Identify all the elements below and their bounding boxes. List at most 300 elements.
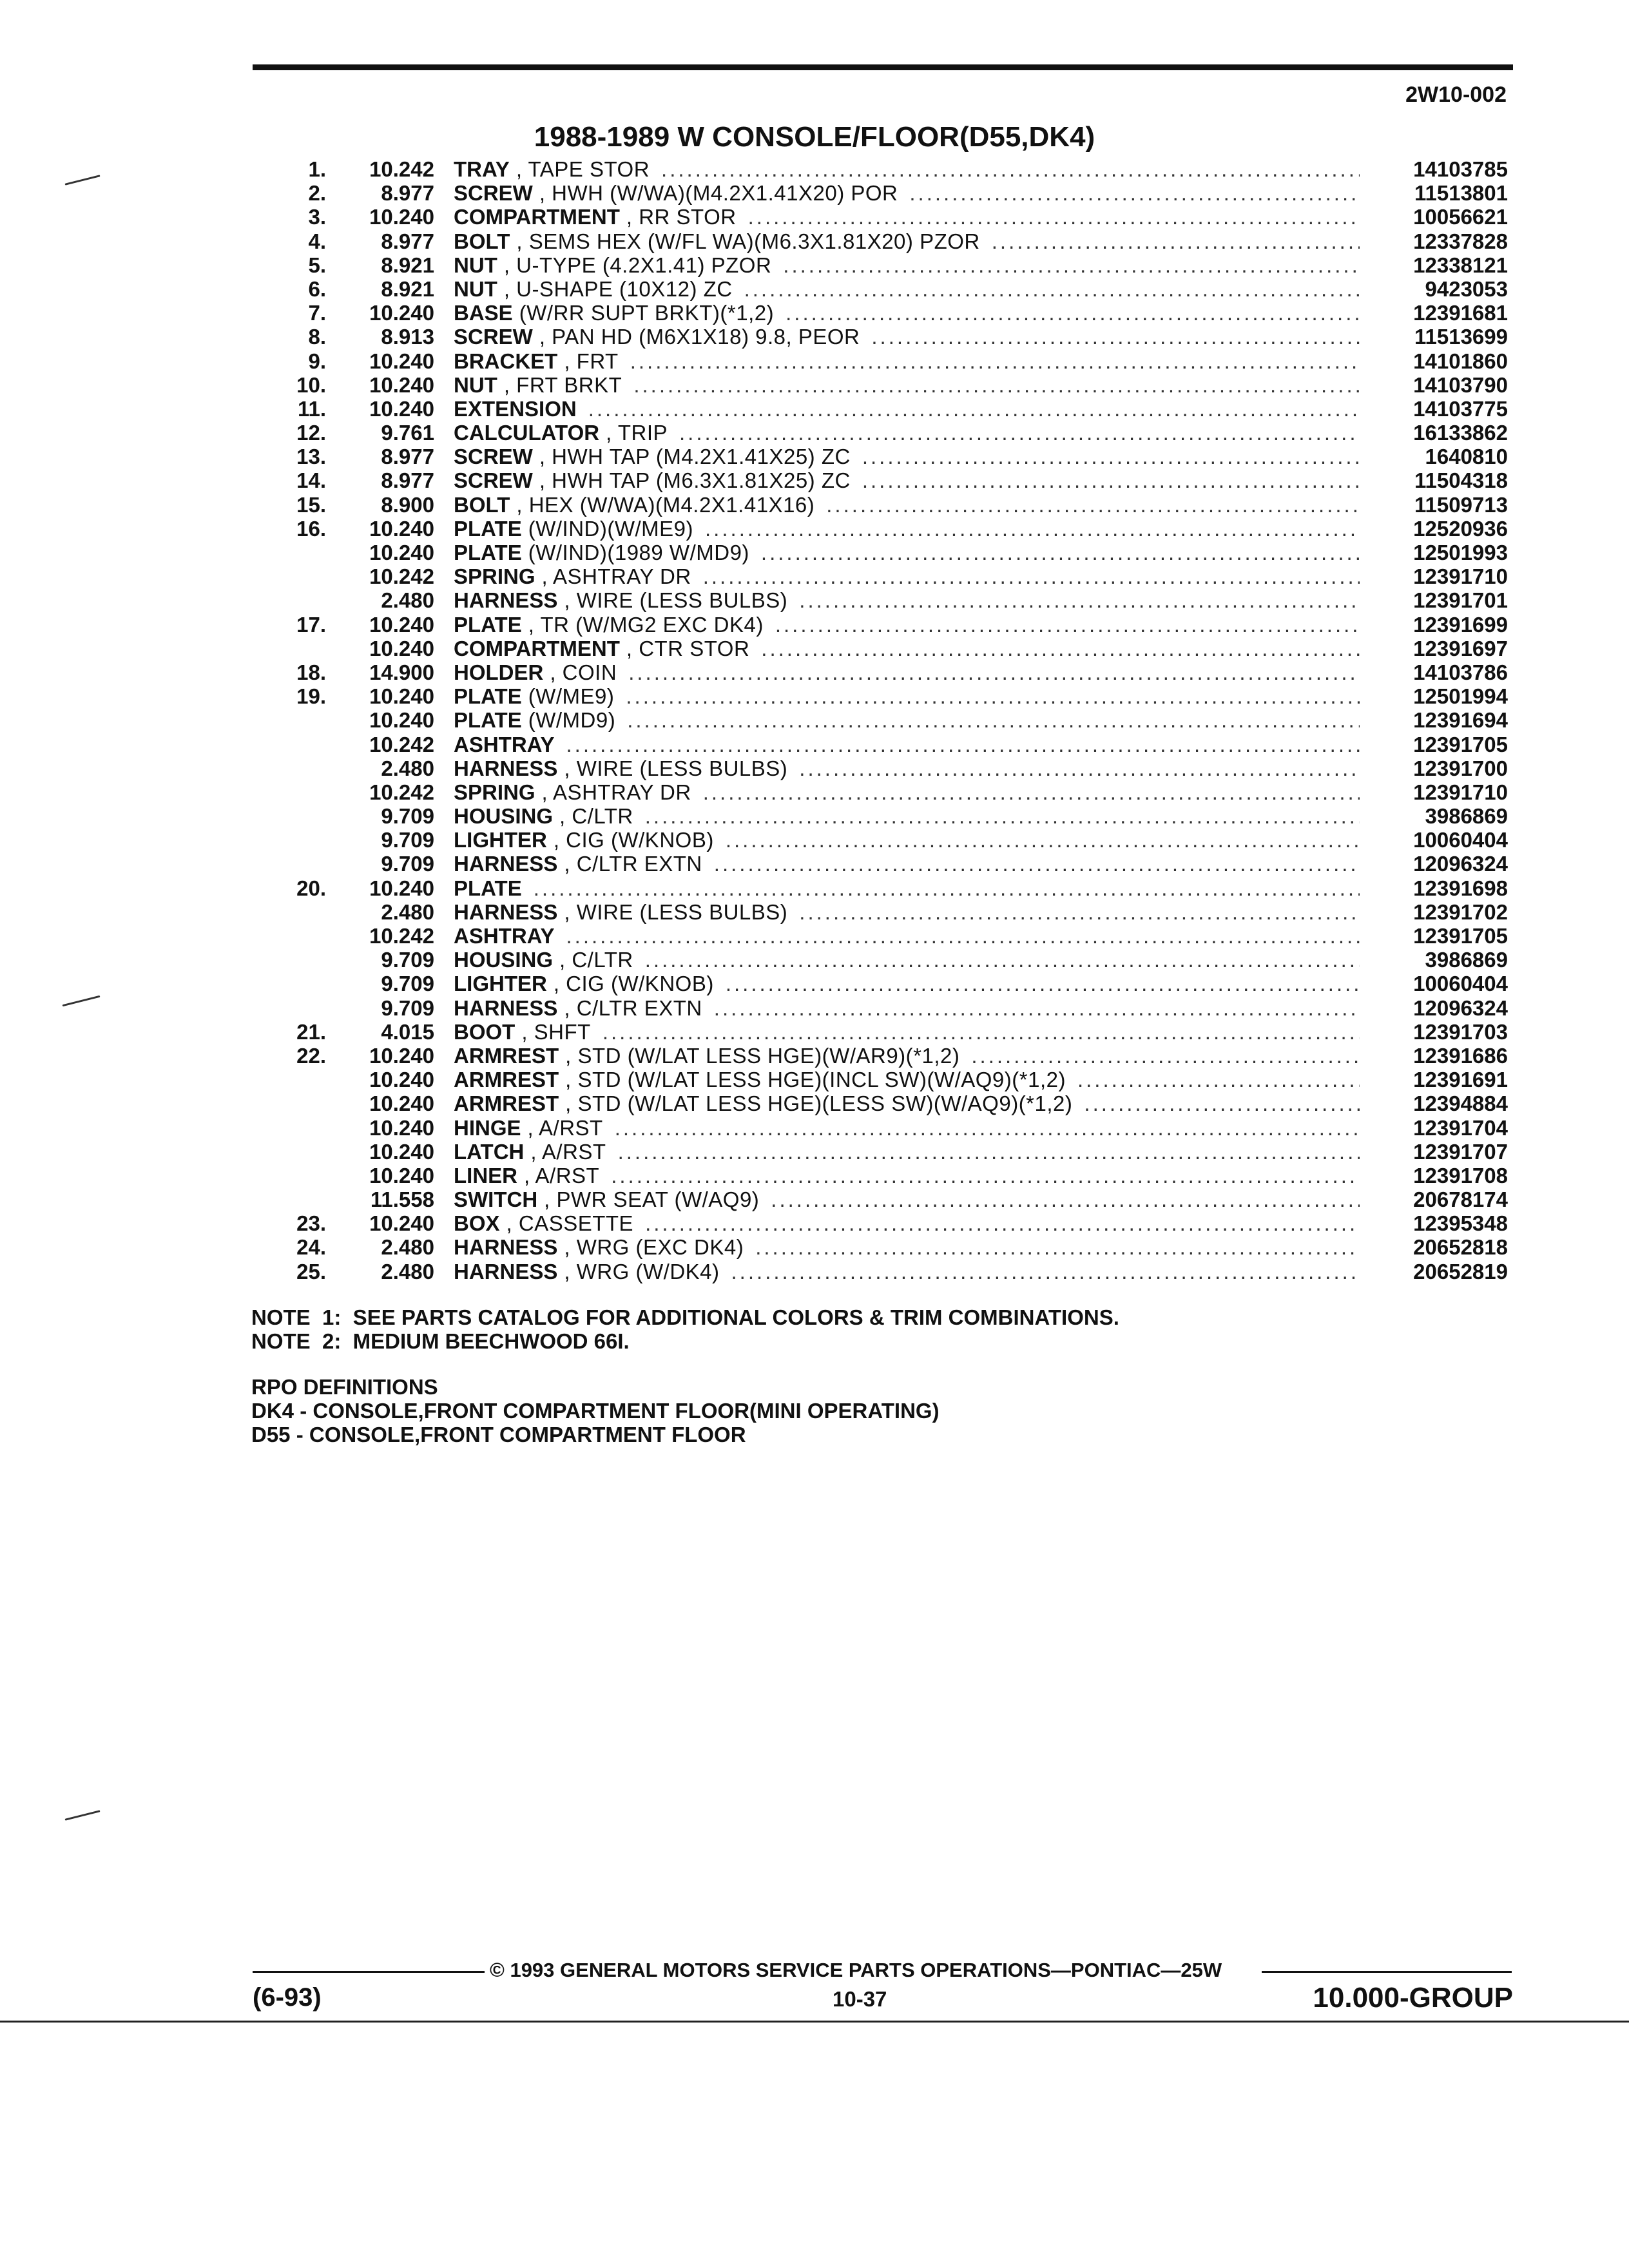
part-number: 11509713 xyxy=(1414,492,1508,517)
rpo-code: D55 xyxy=(251,1423,291,1446)
dot-leader xyxy=(744,277,1360,301)
group-number: 10.240 xyxy=(369,396,434,421)
part-name: NUT xyxy=(454,372,497,397)
part-description xyxy=(454,684,1379,708)
part-description xyxy=(454,373,1379,397)
group-number: 9.709 xyxy=(381,972,434,996)
group-number: 9.761 xyxy=(381,421,434,445)
part-name: LIGHTER xyxy=(454,972,547,996)
group-number: 10.240 xyxy=(369,1091,434,1116)
part-description xyxy=(454,1116,1379,1140)
part-spec: (W/ME9) xyxy=(528,684,615,709)
part-description xyxy=(454,828,1379,852)
item-number: 11. xyxy=(297,396,326,421)
dot-leader xyxy=(799,588,1360,612)
part-number: 12391694 xyxy=(1413,708,1508,733)
group-number: 4.015 xyxy=(381,1019,434,1044)
part-name: SCREW xyxy=(454,181,533,206)
part-number: 12337828 xyxy=(1413,229,1508,253)
part-spec: , WIRE (LESS BULBS) xyxy=(564,588,788,613)
part-row xyxy=(245,1140,1508,1164)
group-number: 8.900 xyxy=(381,492,434,517)
part-row xyxy=(245,660,1508,684)
part-name: HOUSING xyxy=(454,804,554,829)
part-spec: , CIG (W/KNOB) xyxy=(553,828,714,852)
part-name: BOOT xyxy=(454,1019,516,1044)
part-row xyxy=(245,637,1508,660)
part-row xyxy=(245,229,1508,253)
item-number: 25. xyxy=(296,1259,326,1283)
group-number: 10.242 xyxy=(369,564,434,589)
part-description xyxy=(454,1260,1379,1283)
part-name: SPRING xyxy=(454,780,535,804)
part-description xyxy=(454,948,1379,972)
part-name: LATCH xyxy=(454,1139,525,1164)
group-number: 2.480 xyxy=(381,588,434,613)
part-number: 11513699 xyxy=(1414,325,1508,349)
part-name: NUT xyxy=(454,276,497,301)
part-row xyxy=(245,157,1508,181)
part-name: ARMREST xyxy=(454,1068,559,1092)
part-name: SCREW xyxy=(454,468,533,493)
part-name: SWITCH xyxy=(454,1187,538,1212)
part-spec: , WIRE (LESS BULBS) xyxy=(564,756,788,780)
part-description xyxy=(454,181,1379,205)
part-description xyxy=(454,900,1379,924)
part-row xyxy=(245,972,1508,995)
group-number: 10.240 xyxy=(369,349,434,373)
part-row xyxy=(245,804,1508,828)
part-row xyxy=(245,1020,1508,1044)
part-spec: , ASHTRAY DR xyxy=(541,564,691,589)
part-number: 14103785 xyxy=(1413,157,1508,181)
group-number: 2.480 xyxy=(381,1259,434,1283)
group-number: 10.240 xyxy=(369,684,434,709)
part-row xyxy=(245,517,1508,541)
part-spec: , HEX (W/WA)(M4.2X1.41X16) xyxy=(516,492,815,517)
dot-leader xyxy=(566,733,1360,756)
group-number: 10.242 xyxy=(369,924,434,948)
part-number: 3986869 xyxy=(1425,948,1508,972)
part-number: 12501993 xyxy=(1413,541,1508,564)
page-title: 1988-1989 W CONSOLE/FLOOR(D55,DK4) xyxy=(534,121,1095,153)
group-number: 10.240 xyxy=(369,372,434,397)
part-number: 12391707 xyxy=(1413,1139,1508,1164)
dot-leader xyxy=(566,924,1360,948)
dot-leader xyxy=(755,1235,1360,1259)
part-row xyxy=(245,733,1508,756)
dot-leader xyxy=(628,660,1360,684)
part-description xyxy=(454,445,1379,468)
group-number: 14.900 xyxy=(369,660,434,684)
rpo-text: - CONSOLE,FRONT COMPARTMENT FLOOR(MINI OPERATING) xyxy=(294,1399,940,1423)
item-number: 23. xyxy=(296,1211,326,1236)
dot-leader xyxy=(799,900,1360,924)
top-rule xyxy=(253,64,1513,70)
part-name: PLATE xyxy=(454,612,522,637)
part-number: 14101860 xyxy=(1413,349,1508,373)
dot-leader xyxy=(703,564,1360,588)
item-number: 10. xyxy=(296,372,326,397)
footer-date: (6-93) xyxy=(253,1983,322,2012)
group-number: 10.242 xyxy=(369,157,434,181)
part-row xyxy=(245,421,1508,445)
part-row xyxy=(245,277,1508,301)
dot-leader xyxy=(714,996,1360,1020)
dot-leader xyxy=(862,468,1360,492)
part-number: 12391705 xyxy=(1413,924,1508,948)
part-row xyxy=(245,564,1508,588)
part-name: SCREW xyxy=(454,325,533,349)
part-number: 12096324 xyxy=(1413,995,1508,1020)
dot-leader xyxy=(627,708,1360,732)
group-number: 10.240 xyxy=(369,301,434,325)
part-number: 11513801 xyxy=(1414,181,1508,206)
part-spec: , FRT BRKT xyxy=(503,372,622,397)
part-description xyxy=(454,517,1379,541)
part-name: BOLT xyxy=(454,229,510,253)
item-number: 1. xyxy=(308,157,326,181)
part-number: 12338121 xyxy=(1413,253,1508,277)
part-description xyxy=(454,301,1379,325)
part-spec: , SHFT xyxy=(521,1019,591,1044)
part-spec: , A/RST xyxy=(527,1115,603,1140)
footer-group: 10.000-GROUP xyxy=(1313,1982,1513,2013)
group-number: 9.709 xyxy=(381,828,434,852)
group-number: 10.240 xyxy=(369,1163,434,1187)
item-number: 18. xyxy=(296,660,326,684)
part-number: 12096324 xyxy=(1413,852,1508,876)
part-description xyxy=(454,1211,1379,1235)
part-number: 12395348 xyxy=(1413,1211,1508,1236)
part-name: HARNESS xyxy=(454,1235,558,1260)
part-name: HINGE xyxy=(454,1115,521,1140)
part-name: LINER xyxy=(454,1163,517,1187)
part-number: 12520936 xyxy=(1413,516,1508,541)
dot-leader xyxy=(761,637,1360,660)
group-number: 8.977 xyxy=(381,181,434,206)
dot-leader xyxy=(1084,1091,1360,1115)
part-name: HARNESS xyxy=(454,852,558,876)
dot-leader xyxy=(714,852,1360,876)
part-row xyxy=(245,876,1508,900)
part-description xyxy=(454,157,1379,181)
part-number: 12391700 xyxy=(1413,756,1508,780)
item-number: 17. xyxy=(296,612,326,637)
group-number: 9.709 xyxy=(381,804,434,829)
item-number: 6. xyxy=(308,276,326,301)
group-number: 10.240 xyxy=(369,1068,434,1092)
part-number: 12391698 xyxy=(1413,876,1508,900)
part-row xyxy=(245,253,1508,277)
part-name: HOLDER xyxy=(454,660,544,684)
part-description xyxy=(454,924,1379,948)
part-spec: , SEMS HEX (W/FL WA)(M6.3X1.81X20) PZOR xyxy=(516,229,980,253)
part-name: HOUSING xyxy=(454,948,554,972)
part-description xyxy=(454,564,1379,588)
part-number: 14103775 xyxy=(1413,396,1508,421)
part-row xyxy=(245,756,1508,780)
part-spec: , C/LTR EXTN xyxy=(564,995,702,1020)
part-row xyxy=(245,588,1508,612)
dot-leader xyxy=(661,157,1360,181)
dot-leader xyxy=(588,397,1360,421)
dot-leader xyxy=(633,373,1360,397)
part-spec: , STD (W/LAT LESS HGE)(LESS SW)(W/AQ9)(*1,2) xyxy=(565,1091,1073,1116)
part-description xyxy=(454,1164,1379,1187)
part-name: HARNESS xyxy=(454,899,558,924)
part-number: 9423053 xyxy=(1425,276,1508,301)
part-row xyxy=(245,541,1508,564)
part-number: 12391708 xyxy=(1413,1163,1508,1187)
part-spec: , HWH TAP (M6.3X1.81X25) ZC xyxy=(539,468,851,493)
part-row xyxy=(245,684,1508,708)
page-id: 2W10-002 xyxy=(1405,82,1507,107)
part-row xyxy=(245,996,1508,1020)
part-spec: , TAPE STOR xyxy=(516,157,650,181)
dot-leader xyxy=(618,1140,1360,1164)
part-spec: , A/RST xyxy=(530,1139,606,1164)
rpo-text: - CONSOLE,FRONT COMPARTMENT FLOOR xyxy=(290,1423,746,1446)
part-row xyxy=(245,1211,1508,1235)
part-row xyxy=(245,373,1508,397)
part-number: 12391701 xyxy=(1413,588,1508,613)
part-spec: , PAN HD (M6X1X18) 9.8, PEOR xyxy=(539,325,860,349)
part-row xyxy=(245,708,1508,732)
part-name: BASE xyxy=(454,301,513,325)
part-spec: , HWH TAP (M4.2X1.41X25) ZC xyxy=(539,445,851,469)
item-number: 3. xyxy=(308,205,326,229)
rpo-definition xyxy=(251,1399,940,1423)
part-number: 12391686 xyxy=(1413,1043,1508,1068)
part-spec: , HWH (W/WA)(M4.2X1.41X20) POR xyxy=(539,181,898,206)
part-name: COMPARTMENT xyxy=(454,205,620,229)
dot-leader xyxy=(703,780,1360,804)
dot-leader xyxy=(971,1044,1360,1068)
group-number: 8.977 xyxy=(381,229,434,253)
part-row xyxy=(245,1235,1508,1259)
note-2: NOTE 2: MEDIUM BEECHWOOD 66I. xyxy=(251,1329,630,1353)
part-number: 12391703 xyxy=(1413,1019,1508,1044)
dot-leader xyxy=(611,1164,1360,1187)
part-name: ASHTRAY xyxy=(454,732,555,756)
part-description xyxy=(454,613,1379,637)
rpo-definitions xyxy=(251,1375,940,1446)
part-name: ARMREST xyxy=(454,1091,559,1116)
rpo-definition xyxy=(251,1423,940,1446)
part-description xyxy=(454,852,1379,876)
part-name: HARNESS xyxy=(454,1259,558,1283)
part-spec: , ASHTRAY DR xyxy=(541,780,691,804)
item-number: 21. xyxy=(296,1019,326,1044)
item-number: 22. xyxy=(296,1043,326,1068)
part-description xyxy=(454,253,1379,277)
part-spec: , WRG (EXC DK4) xyxy=(564,1235,744,1260)
group-number: 10.240 xyxy=(369,876,434,900)
part-description xyxy=(454,468,1379,492)
part-number: 10060404 xyxy=(1413,828,1508,852)
part-name: BRACKET xyxy=(454,349,558,373)
dot-leader xyxy=(726,972,1360,995)
item-number: 14. xyxy=(296,468,326,493)
part-row xyxy=(245,445,1508,468)
group-number: 8.921 xyxy=(381,253,434,277)
part-row xyxy=(245,1187,1508,1211)
part-row xyxy=(245,900,1508,924)
rpo-code: DK4 xyxy=(251,1399,294,1423)
part-description xyxy=(454,660,1379,684)
part-row xyxy=(245,205,1508,229)
part-description xyxy=(454,1020,1379,1044)
dot-leader xyxy=(761,541,1360,564)
part-row xyxy=(245,468,1508,492)
item-number: 13. xyxy=(296,445,326,469)
part-number: 12391702 xyxy=(1413,899,1508,924)
part-spec: , CTR STOR xyxy=(626,636,750,660)
notes xyxy=(251,1305,1119,1353)
part-name: CALCULATOR xyxy=(454,421,600,445)
part-description xyxy=(454,493,1379,517)
part-spec: (W/MD9) xyxy=(528,708,616,733)
dot-leader xyxy=(1077,1068,1360,1091)
scan-mark xyxy=(64,175,100,185)
group-number: 2.480 xyxy=(381,756,434,780)
item-number: 19. xyxy=(296,684,326,709)
group-number: 9.709 xyxy=(381,852,434,876)
part-description xyxy=(454,397,1379,421)
part-row xyxy=(245,828,1508,852)
part-description xyxy=(454,1140,1379,1164)
item-number: 24. xyxy=(296,1235,326,1260)
part-spec: , CIG (W/KNOB) xyxy=(553,972,714,996)
item-number: 2. xyxy=(308,181,326,206)
dot-leader xyxy=(645,948,1360,972)
part-description xyxy=(454,756,1379,780)
dot-leader xyxy=(679,421,1360,445)
part-description xyxy=(454,588,1379,612)
footer-copyright: © 1993 GENERAL MOTORS SERVICE PARTS OPERATIONS—PONTIAC—25W xyxy=(490,1959,1222,1981)
dot-leader xyxy=(626,684,1360,708)
dot-leader xyxy=(871,325,1360,349)
part-row xyxy=(245,1260,1508,1283)
part-description xyxy=(454,1187,1379,1211)
group-number: 9.709 xyxy=(381,948,434,972)
item-number: 16. xyxy=(296,516,326,541)
group-number: 8.977 xyxy=(381,468,434,493)
dot-leader xyxy=(731,1260,1360,1283)
part-description xyxy=(454,733,1379,756)
group-number: 8.913 xyxy=(381,325,434,349)
part-row xyxy=(245,613,1508,637)
part-number: 20678174 xyxy=(1413,1187,1508,1212)
part-number: 1640810 xyxy=(1425,445,1508,469)
part-number: 11504318 xyxy=(1414,468,1508,493)
rpo-heading: RPO DEFINITIONS xyxy=(251,1375,438,1399)
group-number: 9.709 xyxy=(381,995,434,1020)
part-number: 12391681 xyxy=(1413,301,1508,325)
parts-list xyxy=(245,157,1508,1283)
group-number: 8.977 xyxy=(381,445,434,469)
group-number: 2.480 xyxy=(381,1235,434,1260)
dot-leader xyxy=(645,804,1360,828)
part-row xyxy=(245,780,1508,804)
bottom-rule xyxy=(0,2021,1629,2023)
part-name: HARNESS xyxy=(454,756,558,780)
part-spec: , PWR SEAT (W/AQ9) xyxy=(544,1187,760,1212)
group-number: 8.921 xyxy=(381,276,434,301)
part-description xyxy=(454,804,1379,828)
part-name: PLATE xyxy=(454,684,522,709)
item-number: 15. xyxy=(296,492,326,517)
part-spec: , CASSETTE xyxy=(506,1211,634,1236)
part-spec: , TRIP xyxy=(606,421,668,445)
part-description xyxy=(454,996,1379,1020)
part-row xyxy=(245,1068,1508,1091)
part-description xyxy=(454,205,1379,229)
part-number: 16133862 xyxy=(1413,421,1508,445)
part-row xyxy=(245,1091,1508,1115)
part-description xyxy=(454,1044,1379,1068)
part-number: 10056621 xyxy=(1413,205,1508,229)
part-spec: , U-TYPE (4.2X1.41) PZOR xyxy=(503,253,772,277)
part-number: 12391699 xyxy=(1413,612,1508,637)
group-number: 10.240 xyxy=(369,612,434,637)
dot-leader xyxy=(783,253,1360,277)
part-name: PLATE xyxy=(454,876,522,900)
part-number: 12391705 xyxy=(1413,732,1508,756)
part-description xyxy=(454,229,1379,253)
item-number: 8. xyxy=(308,325,326,349)
part-spec: , FRT xyxy=(564,349,619,373)
part-description xyxy=(454,349,1379,373)
footer-page-number: 10-37 xyxy=(833,1987,887,2011)
dot-leader xyxy=(645,1211,1360,1235)
part-description xyxy=(454,780,1379,804)
part-description xyxy=(454,421,1379,445)
part-number: 14103786 xyxy=(1413,660,1508,684)
part-name: HARNESS xyxy=(454,995,558,1020)
part-name: BOLT xyxy=(454,492,510,517)
part-spec: , C/LTR EXTN xyxy=(564,852,702,876)
note-1: NOTE 1: SEE PARTS CATALOG FOR ADDITIONAL COLORS & TRIM COMBINATIONS. xyxy=(251,1305,1119,1329)
dot-leader xyxy=(909,181,1360,205)
dot-leader xyxy=(786,301,1360,325)
dot-leader xyxy=(771,1187,1360,1211)
part-number: 14103790 xyxy=(1413,372,1508,397)
group-number: 10.240 xyxy=(369,1115,434,1140)
part-name: NUT xyxy=(454,253,497,277)
group-number: 10.240 xyxy=(369,516,434,541)
part-row xyxy=(245,397,1508,421)
part-spec: (W/RR SUPT BRKT)(*1,2) xyxy=(519,301,775,325)
dot-leader xyxy=(992,229,1360,253)
scan-mark xyxy=(64,1810,100,1820)
part-row xyxy=(245,349,1508,373)
part-spec: , STD (W/LAT LESS HGE)(INCL SW)(W/AQ9)(*1,2) xyxy=(565,1068,1066,1092)
dot-leader xyxy=(602,1020,1360,1044)
item-number: 5. xyxy=(308,253,326,277)
scan-mark xyxy=(63,995,101,1006)
group-number: 10.240 xyxy=(369,205,434,229)
part-description xyxy=(454,876,1379,900)
part-row xyxy=(245,325,1508,349)
part-row xyxy=(245,181,1508,205)
part-spec: , U-SHAPE (10X12) ZC xyxy=(503,276,733,301)
item-number: 20. xyxy=(296,876,326,900)
part-name: TRAY xyxy=(454,157,510,181)
group-number: 10.240 xyxy=(369,1043,434,1068)
part-description xyxy=(454,972,1379,995)
